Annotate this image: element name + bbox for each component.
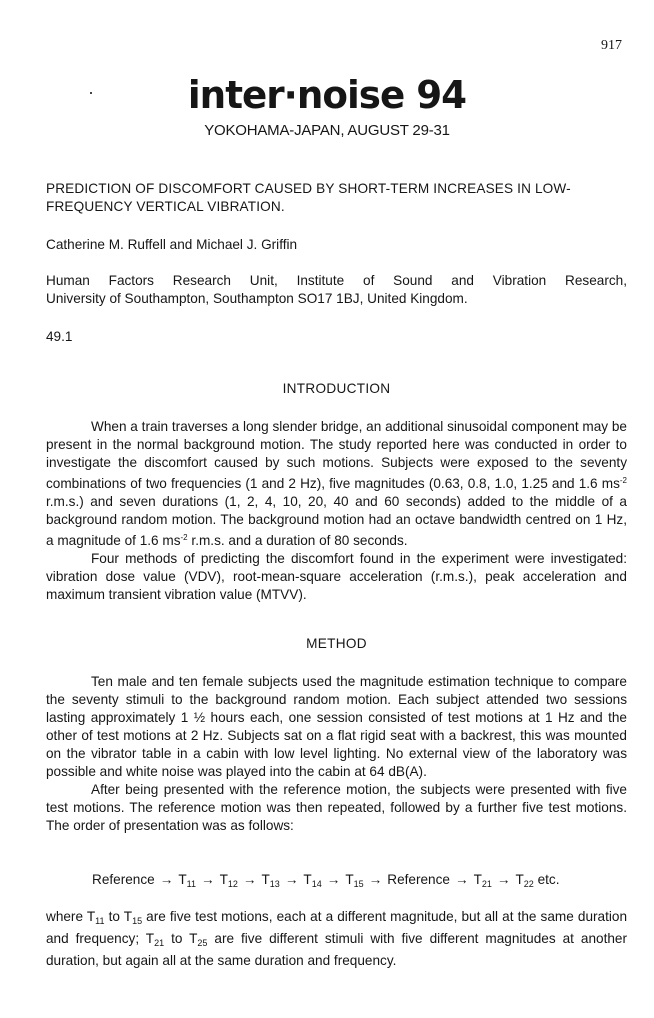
sequence-item: $T_{14}$ xyxy=(303,872,322,889)
sequence-reference: Reference xyxy=(92,872,155,887)
affiliation-line: University of Southampton, Southampton SO17 1BJ, United Kingdom. xyxy=(46,291,468,306)
sequence-item: $T_{15}$ xyxy=(345,872,364,889)
arrow-icon: → xyxy=(242,872,257,887)
sequence-reference: Reference xyxy=(387,872,450,887)
arrow-icon: → xyxy=(159,872,174,887)
method-paragraph: where $T_{11}$ to $T_{15}$ are five test motions, each at a different magnitude, but all at the same duration and frequency; $T_{21}$ to $T_{25}$ are five different stimuli with five different magnitudes at another duration, but again all at the same duration and frequency. xyxy=(46,909,628,968)
conference-location-date: YOKOHAMA-JAPAN, AUGUST 29-31 xyxy=(204,122,450,139)
method-paragraph: After being presented with the reference motion, the subjects were presented with five test motions. The reference motion was then repeated, followed by a further five test motions. The order of presentation was as follows: xyxy=(46,782,627,833)
conference-logo: inter·noise 94 xyxy=(187,73,467,117)
sequence-item: $T_{21}$ xyxy=(473,872,492,889)
method-body xyxy=(46,673,627,835)
sequence-item: $T_{13}$ xyxy=(261,872,280,889)
page-number: 917 xyxy=(601,38,622,53)
arrow-icon: → xyxy=(368,872,383,887)
sequence-item: $T_{12}$ xyxy=(219,872,238,889)
presentation-sequence xyxy=(92,872,560,889)
affiliation xyxy=(46,272,627,308)
title-line: FREQUENCY VERTICAL VIBRATION. xyxy=(46,199,285,214)
paper-title xyxy=(46,180,627,216)
section-heading-introduction: INTRODUCTION xyxy=(282,381,391,396)
introduction-paragraph: When a train traverses a long slender bridge, an additional sinusoidal component may be present in the normal background motion. The study reported here was conducted in order to investigate the discomfort caused by such motions. Subjects were exposed to the seventy combinations of two frequencies (1 and 2 Hz), five magnitudes (0.63, 0.8, 1.0, 1.25 and 1.6 $ms^{-2}$ r.m.s.) and seven durations (1, 2, 4, 10, 20, 40 and 60 seconds) added to the middle of a background random motion. The background motion had an octave bandwidth centred on 1 Hz, a magnitude of 1.6 $ms^{-2}$ r.m.s. and a duration of 80 seconds. xyxy=(46,419,627,548)
arrow-icon: → xyxy=(200,872,215,887)
paper-code: 49.1 xyxy=(46,329,73,344)
arrow-icon: → xyxy=(496,872,511,887)
authors: Catherine M. Ruffell and Michael J. Griffin xyxy=(46,237,298,252)
arrow-icon: → xyxy=(454,872,469,887)
method-paragraph: Ten male and ten female subjects used the magnitude estimation technique to compare the seventy stimuli to the background random motion. Each subject attended two sessions lasting approximately 1 ½ hours each, one session consisted of test motions at 1 Hz and the other of test motions at 2 Hz. Subjects sat on a flat rigid seat with a backrest, this was mounted on the vibrator table in a cabin with low level lighting. No external view of the laboratory was possible and white noise was played into the cabin at 64 dB(A). xyxy=(46,674,627,779)
sequence-item: $T_{11}$ xyxy=(178,872,196,889)
sequence-item: $T_{22}$ xyxy=(515,872,534,889)
introduction-body xyxy=(46,418,627,604)
affiliation-line: Human Factors Research Unit, Institute of Sound and Vibration Research, xyxy=(46,273,627,288)
sequence-etc: etc. xyxy=(537,872,560,887)
arrow-icon: → xyxy=(284,872,299,887)
title-line: PREDICTION OF DISCOMFORT CAUSED BY SHORT-TERM INCREASES IN LOW- xyxy=(46,181,571,196)
method-closing xyxy=(46,908,627,970)
introduction-paragraph: Four methods of predicting the discomfort found in the experiment were investigated: vibration dose value (VDV), root-mean-square acceleration (r.m.s.), peak acceleration and maximum transient vibration value (MTVV). xyxy=(46,551,627,602)
section-heading-method: METHOD xyxy=(306,636,367,651)
arrow-icon: → xyxy=(326,872,341,887)
